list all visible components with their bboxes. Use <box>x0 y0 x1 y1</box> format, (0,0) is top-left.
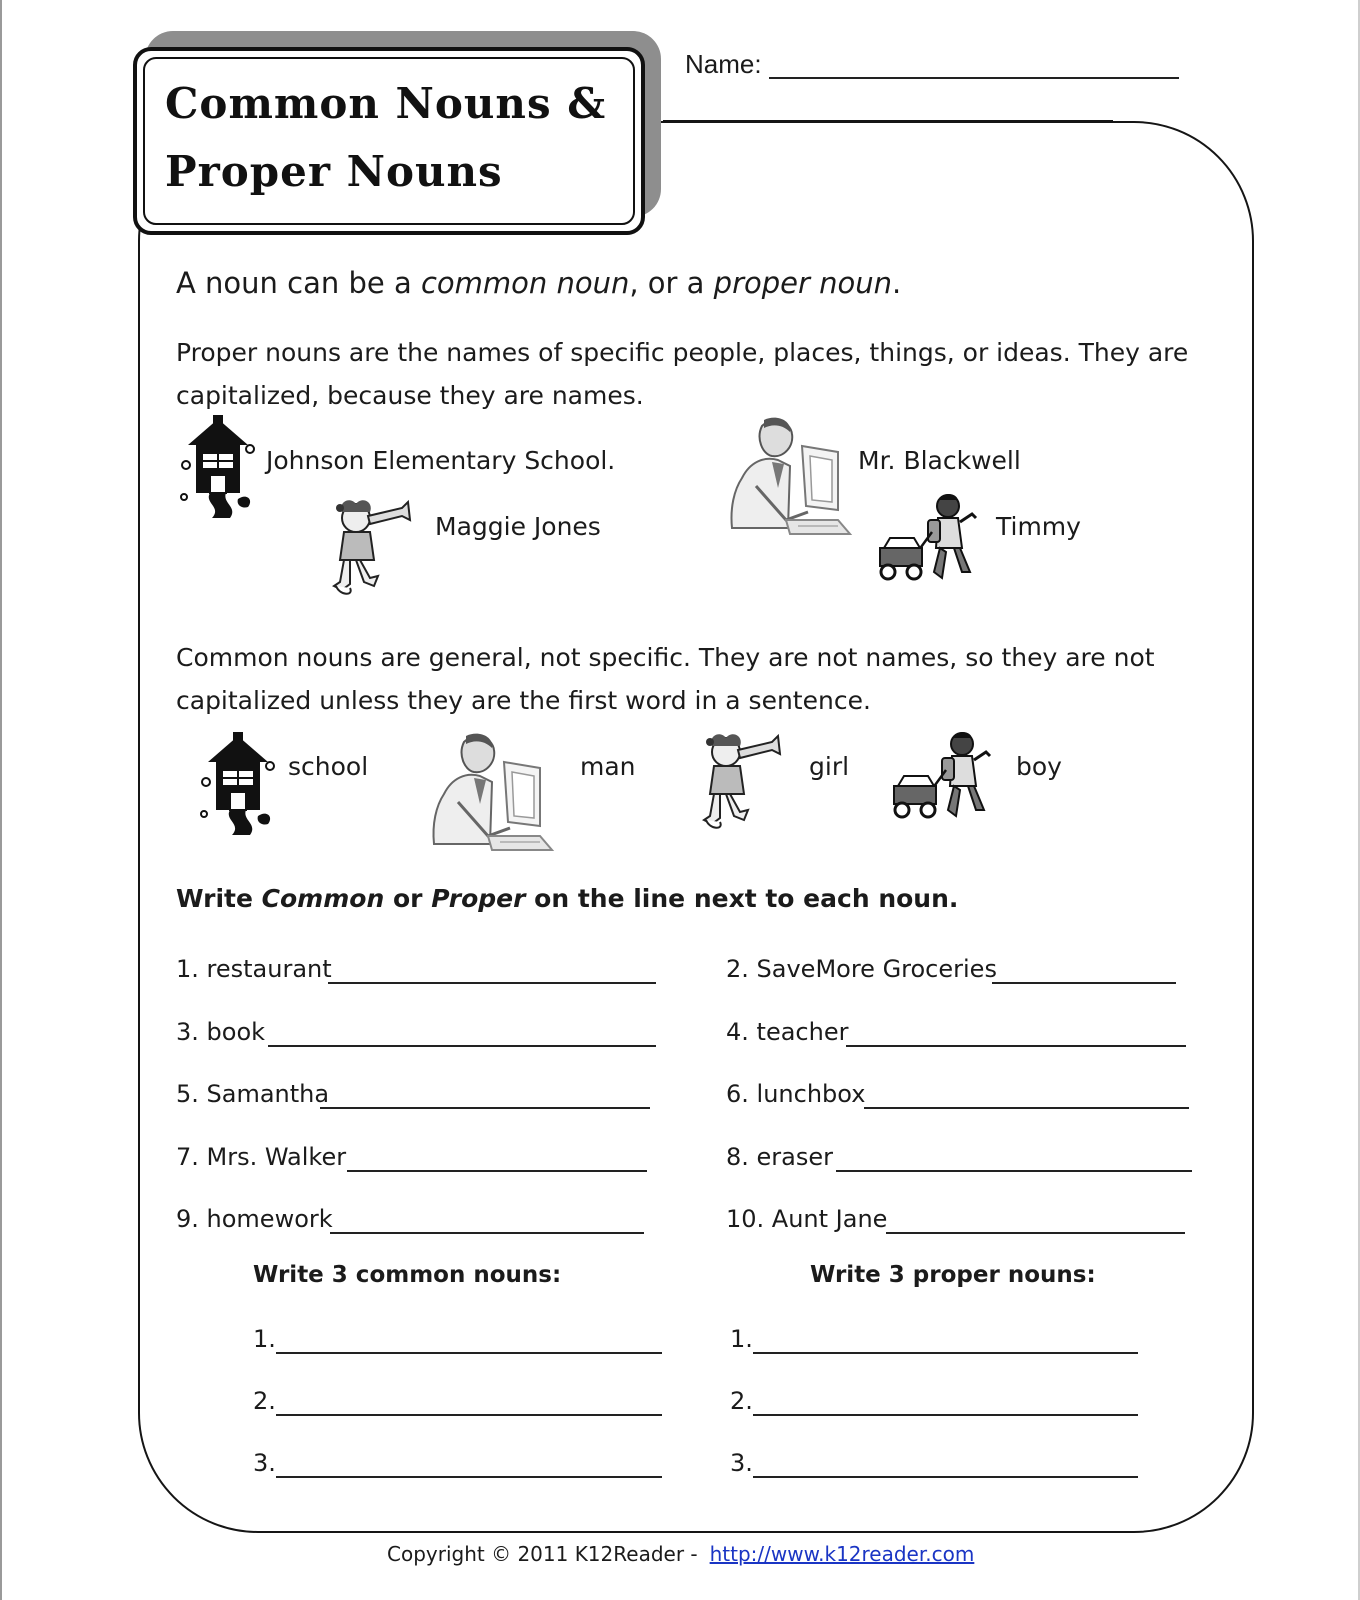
common-definition-line1: Common nouns are general, not specific. They are not names, so they are not <box>176 643 1155 672</box>
proper-list-number-2: 2. <box>730 1387 753 1415</box>
exercise-item-3: 3. book <box>176 1018 266 1046</box>
exercise-item-4: 4. teacher <box>726 1018 849 1046</box>
footer <box>387 1542 974 1566</box>
page-edge-left <box>0 0 2 1600</box>
copyright-text: Copyright © 2011 K12Reader - <box>387 1542 698 1566</box>
answer-line-6[interactable] <box>864 1107 1189 1109</box>
exercise-item-8: 8. eraser <box>726 1143 834 1171</box>
answer-line-5[interactable] <box>320 1107 650 1109</box>
answer-line-8[interactable] <box>836 1170 1192 1172</box>
common-noun-line-3[interactable] <box>276 1476 662 1478</box>
exercise-instructions: Write Common or Proper on the line next to each noun. <box>176 884 959 913</box>
proper-example-boy: Timmy <box>996 512 1081 541</box>
title-box <box>133 47 645 235</box>
proper-noun-line-1[interactable] <box>753 1352 1138 1354</box>
exercise-item-9: 9. homework <box>176 1205 333 1233</box>
common-list-number-2: 2. <box>253 1387 276 1415</box>
common-list-number-3: 3. <box>253 1449 276 1477</box>
exercise-item-6: 6. lunchbox <box>726 1080 866 1108</box>
businessman-computer-icon <box>726 416 856 544</box>
common-definition-line2: capitalized unless they are the first word in a sentence. <box>176 686 871 715</box>
common-example-girl: girl <box>809 752 850 781</box>
girl-trumpet-icon <box>696 732 786 832</box>
common-list-number-1: 1. <box>253 1325 276 1353</box>
proper-noun-line-3[interactable] <box>753 1476 1138 1478</box>
answer-line-2[interactable] <box>992 982 1176 984</box>
intro-sentence: A noun can be a common noun, or a proper noun. <box>176 266 902 300</box>
common-example-boy: boy <box>1016 752 1062 781</box>
answer-line-9[interactable] <box>330 1232 644 1234</box>
businessman-computer-icon <box>428 732 558 860</box>
proper-list-number-1: 1. <box>730 1325 753 1353</box>
proper-list-number-3: 3. <box>730 1449 753 1477</box>
answer-line-1[interactable] <box>328 982 656 984</box>
proper-definition-line2: capitalized, because they are names. <box>176 381 644 410</box>
common-noun-line-1[interactable] <box>276 1352 662 1354</box>
boy-wagon-icon <box>876 492 980 588</box>
answer-line-3[interactable] <box>268 1045 656 1047</box>
proper-example-girl: Maggie Jones <box>435 512 601 541</box>
boy-wagon-icon <box>890 730 994 826</box>
common-example-school: school <box>288 752 369 781</box>
exercise-item-7: 7. Mrs. Walker <box>176 1143 347 1171</box>
common-nouns-heading: Write 3 common nouns: <box>253 1262 562 1288</box>
answer-line-7[interactable] <box>347 1170 647 1172</box>
common-noun-line-2[interactable] <box>276 1414 662 1416</box>
proper-definition-line1: Proper nouns are the names of specific people, places, things, or ideas. They are <box>176 338 1189 367</box>
name-label: Name: <box>685 49 762 79</box>
proper-example-man: Mr. Blackwell <box>858 446 1021 475</box>
common-example-man: man <box>580 752 636 781</box>
worksheet-title-line1: Common Nouns & <box>165 79 607 128</box>
header-rule <box>663 120 1113 122</box>
answer-line-4[interactable] <box>846 1045 1186 1047</box>
k12reader-link[interactable]: http://www.k12reader.com <box>709 1542 975 1566</box>
exercise-item-5: 5. Samantha <box>176 1080 330 1108</box>
name-blank[interactable] <box>769 77 1179 79</box>
proper-noun-line-2[interactable] <box>753 1414 1138 1416</box>
answer-line-10[interactable] <box>886 1232 1185 1234</box>
school-house-icon <box>178 415 258 519</box>
exercise-item-2: 2. SaveMore Groceries <box>726 955 997 983</box>
worksheet-title-line2: Proper Nouns <box>165 147 503 196</box>
exercise-item-1: 1. restaurant <box>176 955 332 983</box>
proper-nouns-heading: Write 3 proper nouns: <box>810 1262 1096 1288</box>
exercise-item-10: 10. Aunt Jane <box>726 1205 888 1233</box>
school-house-icon <box>198 732 278 836</box>
girl-trumpet-icon <box>326 498 416 598</box>
proper-example-school: Johnson Elementary School. <box>266 446 616 475</box>
